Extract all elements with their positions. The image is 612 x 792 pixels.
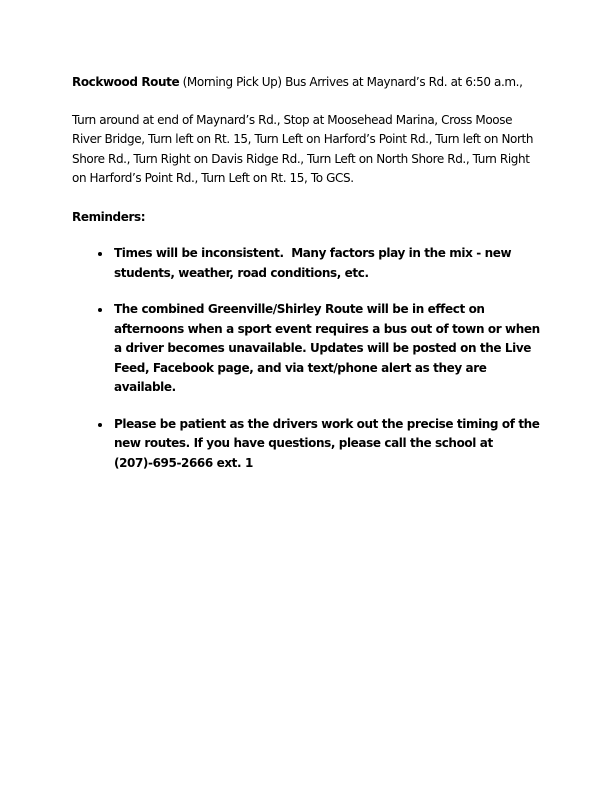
reminders-heading: Reminders: (72, 209, 146, 224)
route-heading-title: Rockwood Route (72, 75, 180, 89)
reminder-item: • The combined Greenville/Shirley Route will be in effect on afternoons when a sport event requires a bus out of town or when a driver becomes unavailable. Updates will be posted on the Live Feed, Facebook page, and via text/phone alert as they are available. (112, 300, 542, 398)
route-heading-details: (Morning Pick Up) Bus Arrives at Maynard’s Rd. at 6:50 a.m., (179, 75, 523, 89)
reminder-item: • Please be patient as the drivers work out the precise timing of the new routes. If you have questions, please call the school at (207)-695-2666 ext. 1 (112, 415, 542, 474)
route-directions-paragraph: Turn around at end of Maynard’s Rd., Stop at Moosehead Marina, Cross Moose River Bridge, Turn left on Rt. 15, Turn Left on Harford’s Point Rd., Turn left on North Shore Rd., Turn Right on Davis Ridge Rd., Turn Left on North Shore Rd., Turn Right on Harford’s Point Rd., Turn Left on Rt. 15, To GCS. (72, 112, 537, 185)
reminder-item: • Times will be inconsistent. Many factors play in the mix - new students, weather, road conditions, etc. (112, 244, 542, 283)
route-heading (72, 73, 542, 93)
reminders-list (72, 244, 542, 473)
